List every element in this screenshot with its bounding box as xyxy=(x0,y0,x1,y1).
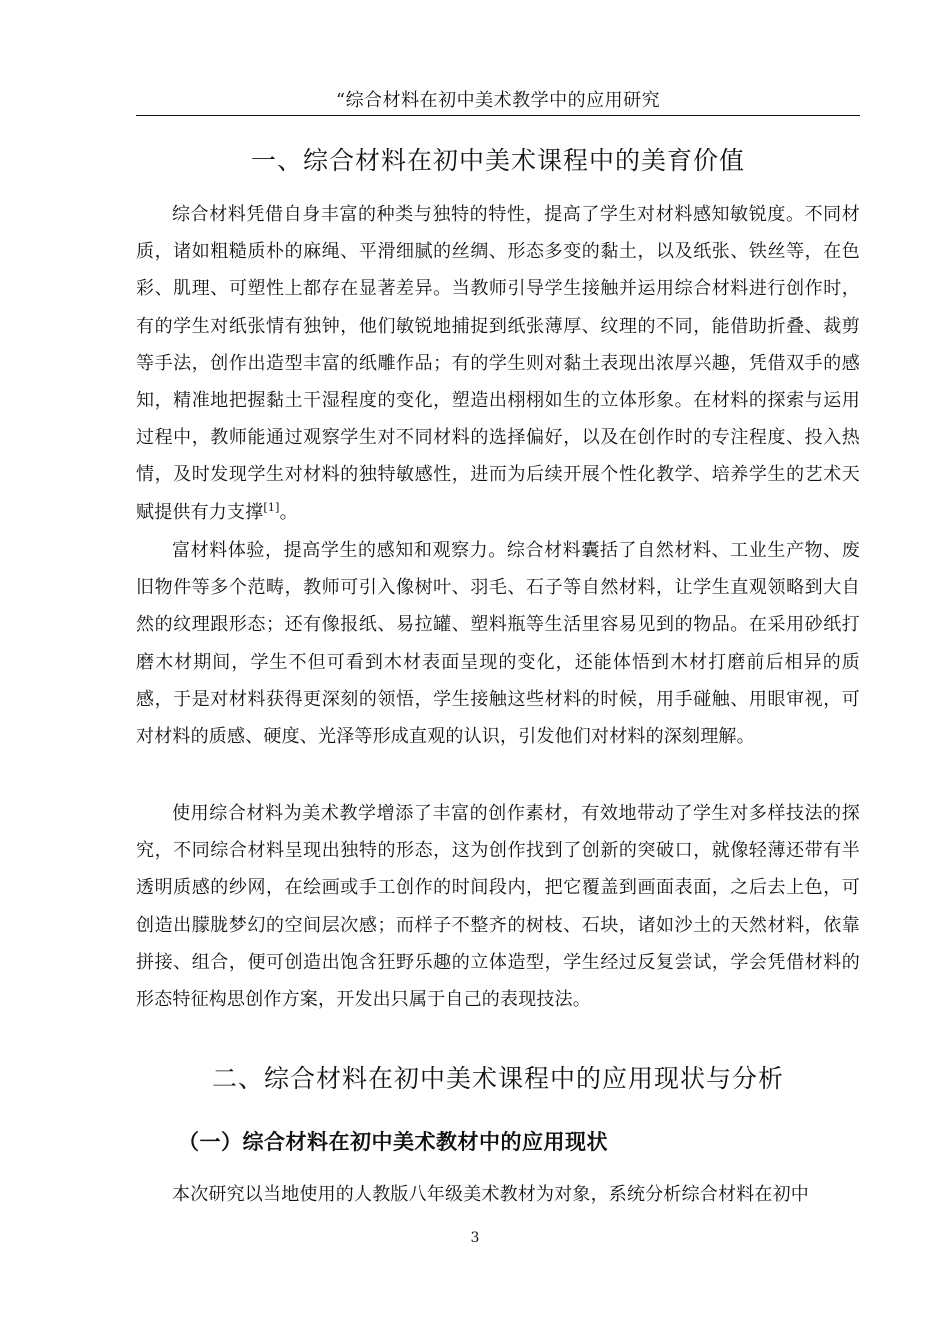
section-1-paragraph-3: 使用综合材料为美术教学增添了丰富的创作素材，有效地带动了学生对多样技法的探究，不同综合材料呈现出独特的形态，这为创作找到了创新的突破口，就像轻薄还带有半透明质感的纱网，在绘画或手工创作的时间段内，把它覆盖到画面表面，之后去上色，可创造出朦胧梦幻的空间层次感；而样子不整齐的树枝、石块，诸如沙土的天然材料，依靠拼接、组合，便可创造出饱含狂野乐趣的立体造型，学生经过反复尝试，学会凭借材料的形态特征构思创作方案，开发出只属于自己的表现技法。 xyxy=(136,803,860,1011)
subsection-2-1-paragraph-1: 本次研究以当地使用的人教版八年级美术教材为对象，系统分析综合材料在初中 xyxy=(172,1184,809,1205)
page-number: 3 xyxy=(470,1230,480,1246)
header-rule xyxy=(136,115,860,116)
section-1-paragraph-1-text: 综合材料凭借自身丰富的种类与独特的特性，提高了学生对材料感知敏锐度。不同材质，诸如粗糙质朴的麻绳、平滑细腻的丝绸、形态多变的黏土，以及纸张、铁丝等，在色彩、肌理、可塑性上都存在显著差异。当教师引导学生接触并运用综合材料进行创作时，有的学生对纸张情有独钟，他们敏锐地捕捉到纸张薄厚、纹理的不同，能借助折叠、裁剪等手法，创作出造型丰富的纸雕作品；有的学生则对黏土表现出浓厚兴趣，凭借双手的感知，精准地把握黏土干湿程度的变化，塑造出栩栩如生的立体形象。在材料的探索与运用过程中，教师能通过观察学生对不同材料的选择偏好，以及在创作时的专注程度、投入热情，及时发现学生对材料的独特敏感性，进而为后续开展个性化教学、培养学生的艺术天赋提供有力支撑 xyxy=(136,204,860,523)
citation-1: [1] xyxy=(263,500,280,514)
section-2-heading: 二、综合材料在初中美术课程中的应用现状与分析 xyxy=(211,1064,784,1093)
subsection-2-1-heading: （一）综合材料在初中美术教材中的应用现状 xyxy=(178,1130,608,1154)
section-1-paragraph-1 xyxy=(136,196,860,531)
section-1-heading: 一、综合材料在初中美术课程中的美育价值 xyxy=(250,146,745,175)
section-1-paragraph-2: 富材料体验，提高学生的感知和观察力。综合材料囊括了自然材料、工业生产物、废旧物件等多个范畴，教师可引入像树叶、羽毛、石子等自然材料，让学生直观领略到大自然的纹理跟形态；还有像报纸、易拉罐、塑料瓶等生活里容易见到的物品。在采用砂纸打磨木材期间，学生不但可看到木材表面呈现的变化，还能体悟到木材打磨前后相异的质感，于是对材料获得更深刻的领悟，学生接触这些材料的时候，用手碰触、用眼审视，可对材料的质感、硬度、光泽等形成直观的认识，引发他们对材料的深刻理解。 xyxy=(136,540,860,748)
running-header-title: “综合材料在初中美术教学中的应用研究 xyxy=(335,90,661,111)
section-1-paragraph-1-ending: 。 xyxy=(279,501,298,523)
